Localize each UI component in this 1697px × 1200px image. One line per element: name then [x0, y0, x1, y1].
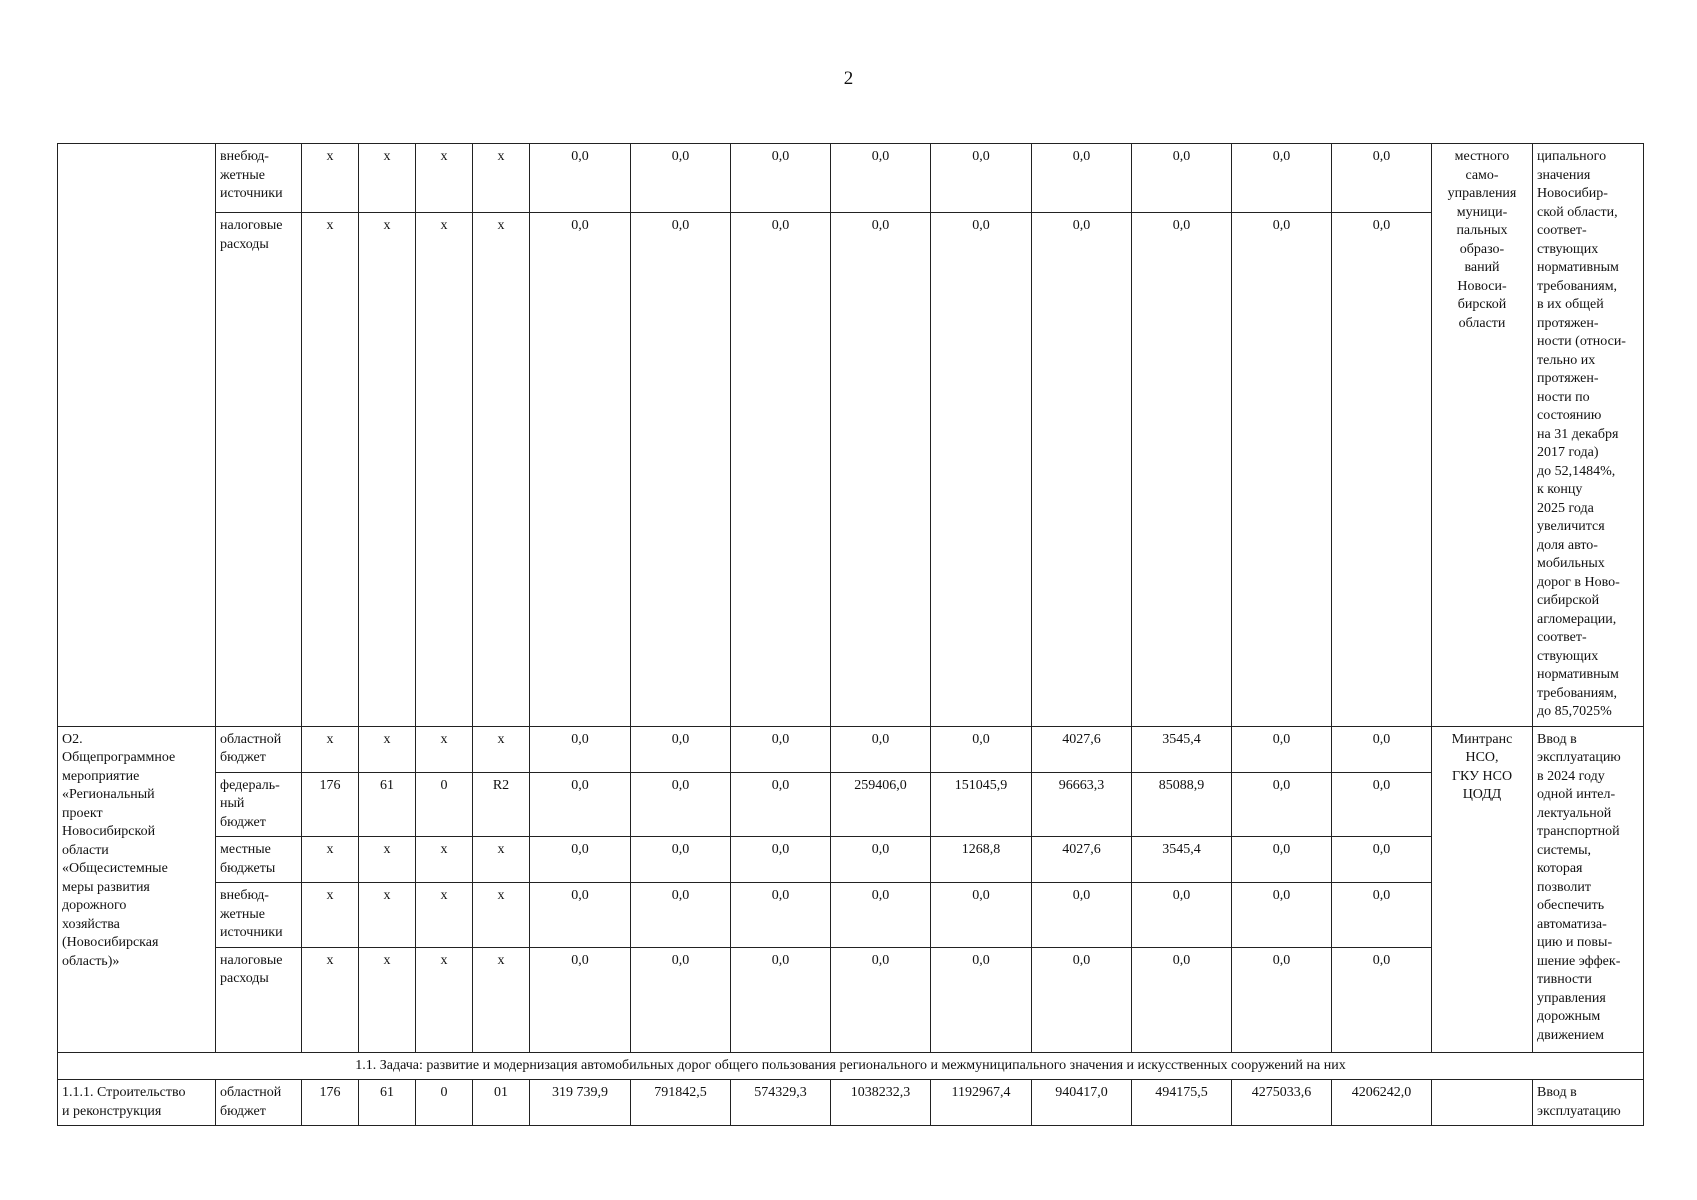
code-cell: х: [416, 947, 473, 1052]
value-cell: 0,0: [631, 772, 731, 837]
value-cell: 319 739,9: [530, 1080, 631, 1126]
table-row: [58, 883, 1644, 948]
value-cell: 0,0: [1032, 947, 1132, 1052]
value-cell: 0,0: [1132, 144, 1232, 213]
code-cell: х: [359, 883, 416, 948]
value-cell: 3545,4: [1132, 726, 1232, 772]
code-cell: х: [473, 947, 530, 1052]
value-cell: 0,0: [1332, 947, 1432, 1052]
code-cell: х: [473, 883, 530, 948]
value-cell: 0,0: [931, 213, 1032, 726]
value-cell: 151045,9: [931, 772, 1032, 837]
result-cell: Ввод в эксплуатацию в 2024 году одной интел- лектуальной транспортной системы, которая позволит обеспечить автоматиза- цию и повы- шение эффек- тивности управления дорожным движением: [1533, 726, 1644, 1052]
code-cell: х: [302, 726, 359, 772]
table-row: [58, 837, 1644, 883]
value-cell: 0,0: [1332, 213, 1432, 726]
code-cell: х: [416, 144, 473, 213]
funding-source-cell: внебюд- жетные источники: [216, 144, 302, 213]
code-cell: х: [473, 837, 530, 883]
value-cell: 0,0: [931, 883, 1032, 948]
value-cell: 0,0: [1332, 883, 1432, 948]
table-body: [58, 144, 1644, 1126]
task-heading: 1.1. Задача: развитие и модернизация автомобильных дорог общего пользования регионального и межмуниципального значения и искусственных сооружений на них: [58, 1052, 1644, 1080]
value-cell: 0,0: [1332, 772, 1432, 837]
value-cell: 4206242,0: [1332, 1080, 1432, 1126]
value-cell: 4027,6: [1032, 726, 1132, 772]
value-cell: 0,0: [1232, 726, 1332, 772]
code-cell: х: [359, 837, 416, 883]
value-cell: 0,0: [831, 144, 931, 213]
funding-source-cell: областной бюджет: [216, 1080, 302, 1126]
value-cell: 574329,3: [731, 1080, 831, 1126]
executor-cell: местного само- управления муници- пальных образо- ваний Новоси- бирской области: [1432, 144, 1533, 727]
value-cell: 0,0: [1132, 883, 1232, 948]
table-row: [58, 1080, 1644, 1126]
value-cell: 0,0: [530, 837, 631, 883]
value-cell: 0,0: [731, 947, 831, 1052]
value-cell: 0,0: [1232, 144, 1332, 213]
value-cell: 0,0: [1332, 726, 1432, 772]
value-cell: 0,0: [831, 883, 931, 948]
funding-source-cell: местные бюджеты: [216, 837, 302, 883]
value-cell: 0,0: [631, 837, 731, 883]
value-cell: 85088,9: [1132, 772, 1232, 837]
value-cell: 0,0: [1232, 772, 1332, 837]
program-cell: 1.1.1. Строительство и реконструкция: [58, 1080, 216, 1126]
value-cell: 0,0: [1032, 213, 1132, 726]
program-cell: О2. Общепрограммное мероприятие «Региональный проект Новосибирской области «Общесистемные меры развития дорожного хозяйства (Новосибирская область)»: [58, 726, 216, 1052]
value-cell: 791842,5: [631, 1080, 731, 1126]
code-cell: х: [473, 144, 530, 213]
program-cell: [58, 144, 216, 727]
value-cell: 0,0: [631, 144, 731, 213]
code-cell: 01: [473, 1080, 530, 1126]
table-row: [58, 144, 1644, 213]
value-cell: 4027,6: [1032, 837, 1132, 883]
code-cell: х: [359, 726, 416, 772]
value-cell: 0,0: [530, 726, 631, 772]
value-cell: 1268,8: [931, 837, 1032, 883]
value-cell: 0,0: [1332, 837, 1432, 883]
value-cell: 0,0: [731, 213, 831, 726]
code-cell: х: [359, 144, 416, 213]
value-cell: 0,0: [731, 883, 831, 948]
result-cell: Ввод в эксплуатацию: [1533, 1080, 1644, 1126]
value-cell: 0,0: [1132, 947, 1232, 1052]
executor-cell: Минтранс НСО, ГКУ НСО ЦОДД: [1432, 726, 1533, 1052]
value-cell: 0,0: [1032, 883, 1132, 948]
code-cell: 176: [302, 772, 359, 837]
table-row: [58, 947, 1644, 1052]
value-cell: 0,0: [631, 883, 731, 948]
value-cell: 0,0: [931, 726, 1032, 772]
value-cell: 0,0: [1032, 144, 1132, 213]
code-cell: х: [359, 947, 416, 1052]
code-cell: 0: [416, 772, 473, 837]
value-cell: 0,0: [1232, 883, 1332, 948]
value-cell: 0,0: [530, 144, 631, 213]
value-cell: 0,0: [1232, 213, 1332, 726]
value-cell: 494175,5: [1132, 1080, 1232, 1126]
code-cell: х: [416, 883, 473, 948]
code-cell: х: [302, 883, 359, 948]
value-cell: 0,0: [1132, 213, 1232, 726]
value-cell: 1038232,3: [831, 1080, 931, 1126]
code-cell: х: [416, 837, 473, 883]
budget-table: [57, 143, 1644, 1126]
code-cell: R2: [473, 772, 530, 837]
value-cell: 1192967,4: [931, 1080, 1032, 1126]
value-cell: 0,0: [1232, 837, 1332, 883]
executor-cell: [1432, 1080, 1533, 1126]
value-cell: 0,0: [530, 947, 631, 1052]
value-cell: 0,0: [530, 213, 631, 726]
code-cell: 0: [416, 1080, 473, 1126]
value-cell: 259406,0: [831, 772, 931, 837]
code-cell: х: [302, 144, 359, 213]
funding-source-cell: налоговые расходы: [216, 213, 302, 726]
value-cell: 0,0: [530, 883, 631, 948]
code-cell: х: [302, 213, 359, 726]
code-cell: 176: [302, 1080, 359, 1126]
code-cell: х: [416, 213, 473, 726]
code-cell: х: [302, 947, 359, 1052]
value-cell: 0,0: [1232, 947, 1332, 1052]
table-row: [58, 772, 1644, 837]
code-cell: х: [473, 726, 530, 772]
value-cell: 3545,4: [1132, 837, 1232, 883]
value-cell: 0,0: [831, 726, 931, 772]
funding-source-cell: внебюд- жетные источники: [216, 883, 302, 948]
code-cell: х: [359, 213, 416, 726]
table-row: [58, 213, 1644, 726]
value-cell: 0,0: [731, 837, 831, 883]
value-cell: 0,0: [731, 144, 831, 213]
code-cell: 61: [359, 1080, 416, 1126]
value-cell: 0,0: [631, 947, 731, 1052]
value-cell: 0,0: [831, 947, 931, 1052]
table-row: [58, 726, 1644, 772]
value-cell: 0,0: [631, 213, 731, 726]
page-number: 2: [843, 68, 854, 89]
value-cell: 4275033,6: [1232, 1080, 1332, 1126]
value-cell: 0,0: [931, 144, 1032, 213]
value-cell: 0,0: [831, 213, 931, 726]
code-cell: х: [302, 837, 359, 883]
funding-source-cell: областной бюджет: [216, 726, 302, 772]
value-cell: 0,0: [530, 772, 631, 837]
value-cell: 0,0: [731, 772, 831, 837]
value-cell: 0,0: [631, 726, 731, 772]
value-cell: 96663,3: [1032, 772, 1132, 837]
result-cell: ципального значения Новосибир- ской области, соответ- ствующих нормативным требованиям, в их общей протяжен- ности (относи- тельно их протяжен- ности по состоянию на 31 декабря 2017 года) до 52,1484%, к концу 2025 года увеличится доля авто- мобильных дорог в Ново- сибирской агломерации, соответ- ствующих нормативным требованиям, до 85,7025%: [1533, 144, 1644, 727]
value-cell: 940417,0: [1032, 1080, 1132, 1126]
code-cell: х: [416, 726, 473, 772]
funding-source-cell: налоговые расходы: [216, 947, 302, 1052]
value-cell: 0,0: [731, 726, 831, 772]
value-cell: 0,0: [1332, 144, 1432, 213]
funding-source-cell: федераль- ный бюджет: [216, 772, 302, 837]
value-cell: 0,0: [931, 947, 1032, 1052]
code-cell: х: [473, 213, 530, 726]
task-row: [58, 1052, 1644, 1080]
code-cell: 61: [359, 772, 416, 837]
value-cell: 0,0: [831, 837, 931, 883]
